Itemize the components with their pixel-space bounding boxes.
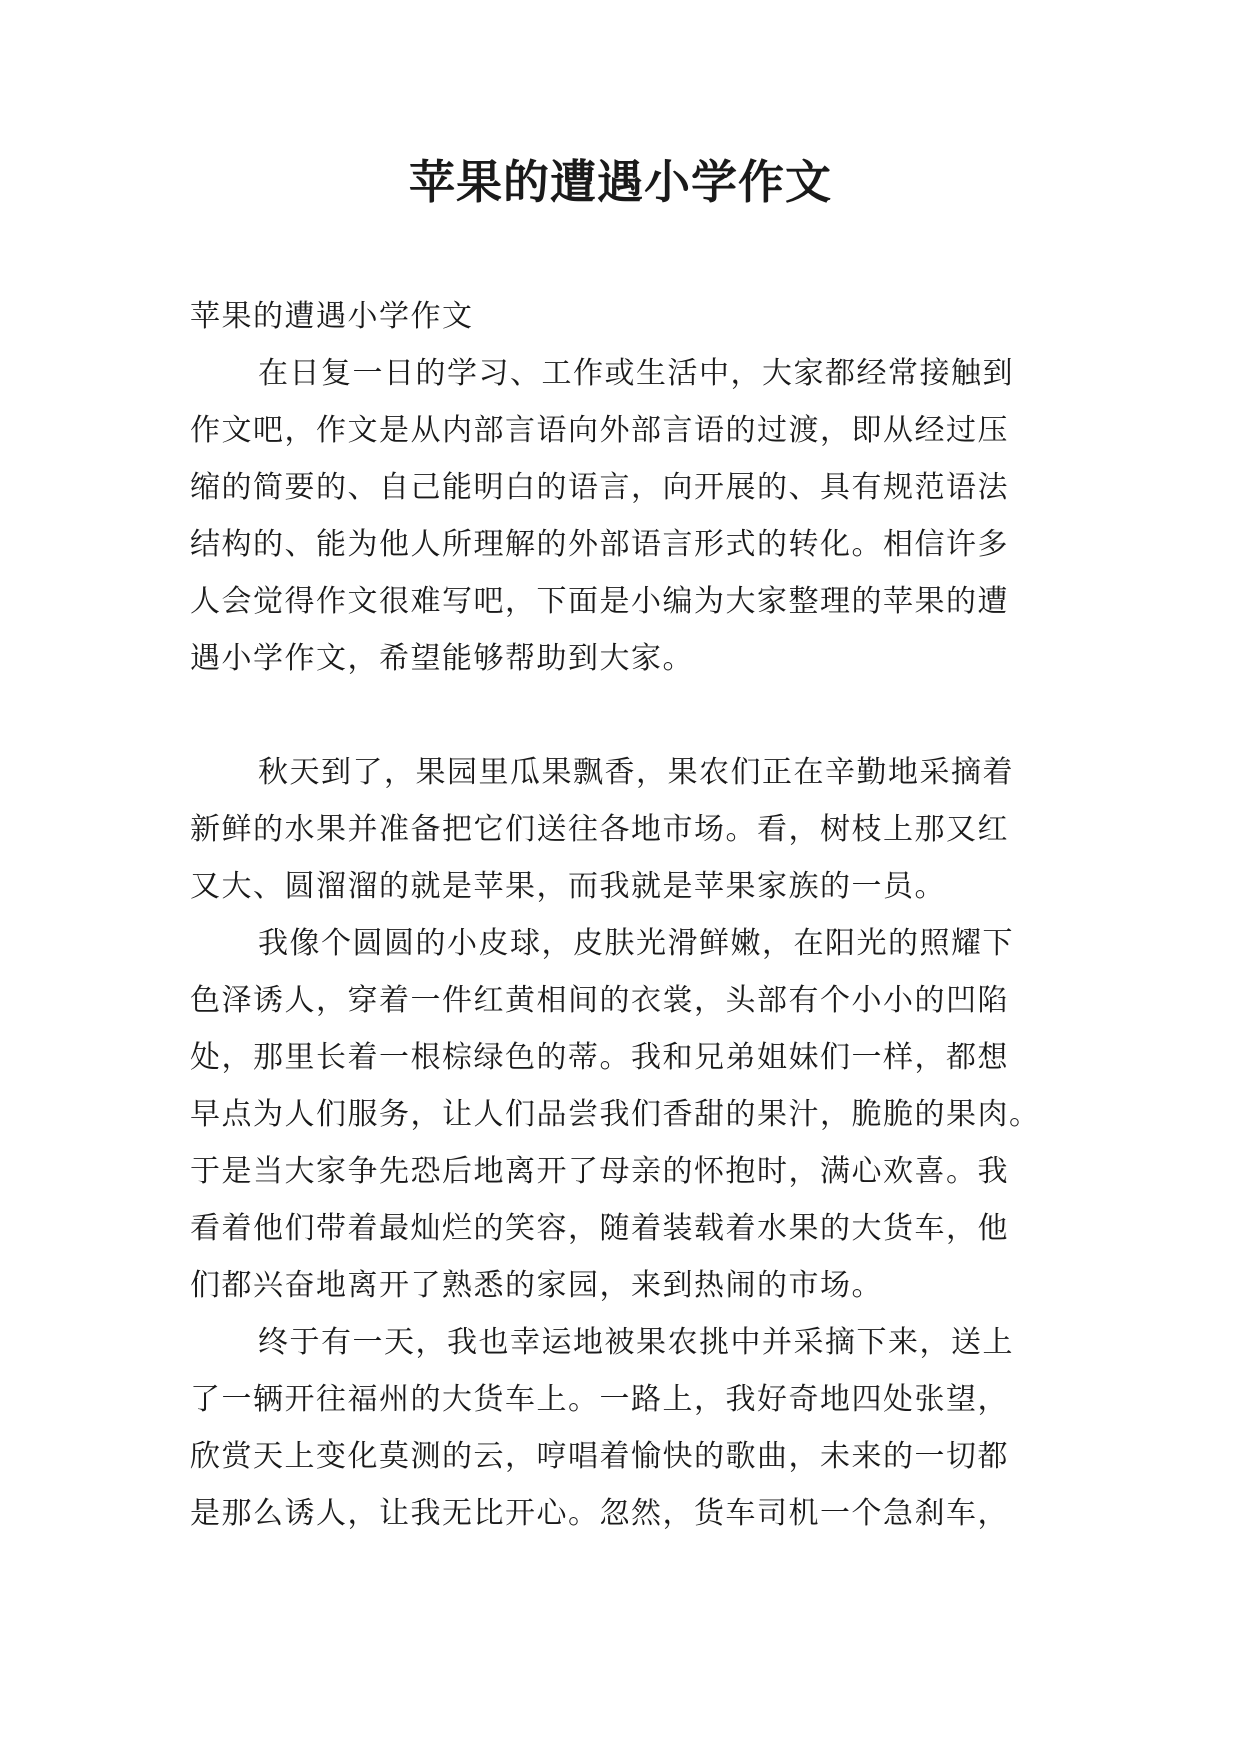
document-title: 苹果的遭遇小学作文: [409, 155, 832, 209]
paragraph-line: 秋天到了，果园里瓜果飘香，果农们正在辛勤地采摘着: [258, 755, 1014, 790]
paragraph-spacer: [190, 687, 1050, 744]
paragraph-line: 遇小学作文，希望能够帮助到大家。: [190, 641, 694, 676]
paragraph-line: 新鲜的水果并准备把它们送往各地市场。看，树枝上那又红: [190, 812, 1009, 847]
paragraph-line: 人会觉得作文很难写吧，下面是小编为大家整理的苹果的遭: [190, 584, 1009, 619]
paragraph-line: 看着他们带着最灿烂的笑容，随着装载着水果的大货车，他: [190, 1211, 1009, 1246]
paragraph-line: 们都兴奋地离开了熟悉的家园，来到热闹的市场。: [190, 1268, 883, 1303]
paragraph-line: 结构的、能为他人所理解的外部语言形式的转化。相信许多: [190, 527, 1009, 562]
paragraph-line: 欣赏天上变化莫测的云，哼唱着愉快的歌曲，未来的一切都: [190, 1439, 1009, 1474]
paragraph-line: 在日复一日的学习、工作或生活中，大家都经常接触到: [258, 356, 1014, 391]
document-body: [190, 288, 1050, 1542]
subtitle-line: 苹果的遭遇小学作文: [190, 299, 474, 334]
paragraph-line: 早点为人们服务，让人们品尝我们香甜的果汁，脆脆的果肉。: [190, 1097, 1041, 1132]
paragraph-line: 处，那里长着一根棕绿色的蒂。我和兄弟姐妹们一样，都想: [190, 1040, 1009, 1075]
paragraph-line: 了一辆开往福州的大货车上。一路上，我好奇地四处张望，: [190, 1382, 1009, 1417]
paragraph-line: 我像个圆圆的小皮球，皮肤光滑鲜嫩，在阳光的照耀下: [258, 926, 1014, 961]
paragraph-line: 作文吧，作文是从内部言语向外部言语的过渡，即从经过压: [190, 413, 1009, 448]
paragraph-line: 色泽诱人，穿着一件红黄相间的衣裳，头部有个小小的凹陷: [190, 983, 1009, 1018]
paragraph-line: 又大、圆溜溜的就是苹果，而我就是苹果家族的一员。: [190, 869, 946, 904]
paragraph-line: 终于有一天，我也幸运地被果农挑中并采摘下来，送上: [258, 1325, 1014, 1360]
paragraph-line: 是那么诱人，让我无比开心。忽然，货车司机一个急刹车，: [190, 1496, 1009, 1531]
paragraph-line: 缩的简要的、自己能明白的语言，向开展的、具有规范语法: [190, 470, 1009, 505]
paragraph-line: 于是当大家争先恐后地离开了母亲的怀抱时，满心欢喜。我: [190, 1154, 1009, 1189]
